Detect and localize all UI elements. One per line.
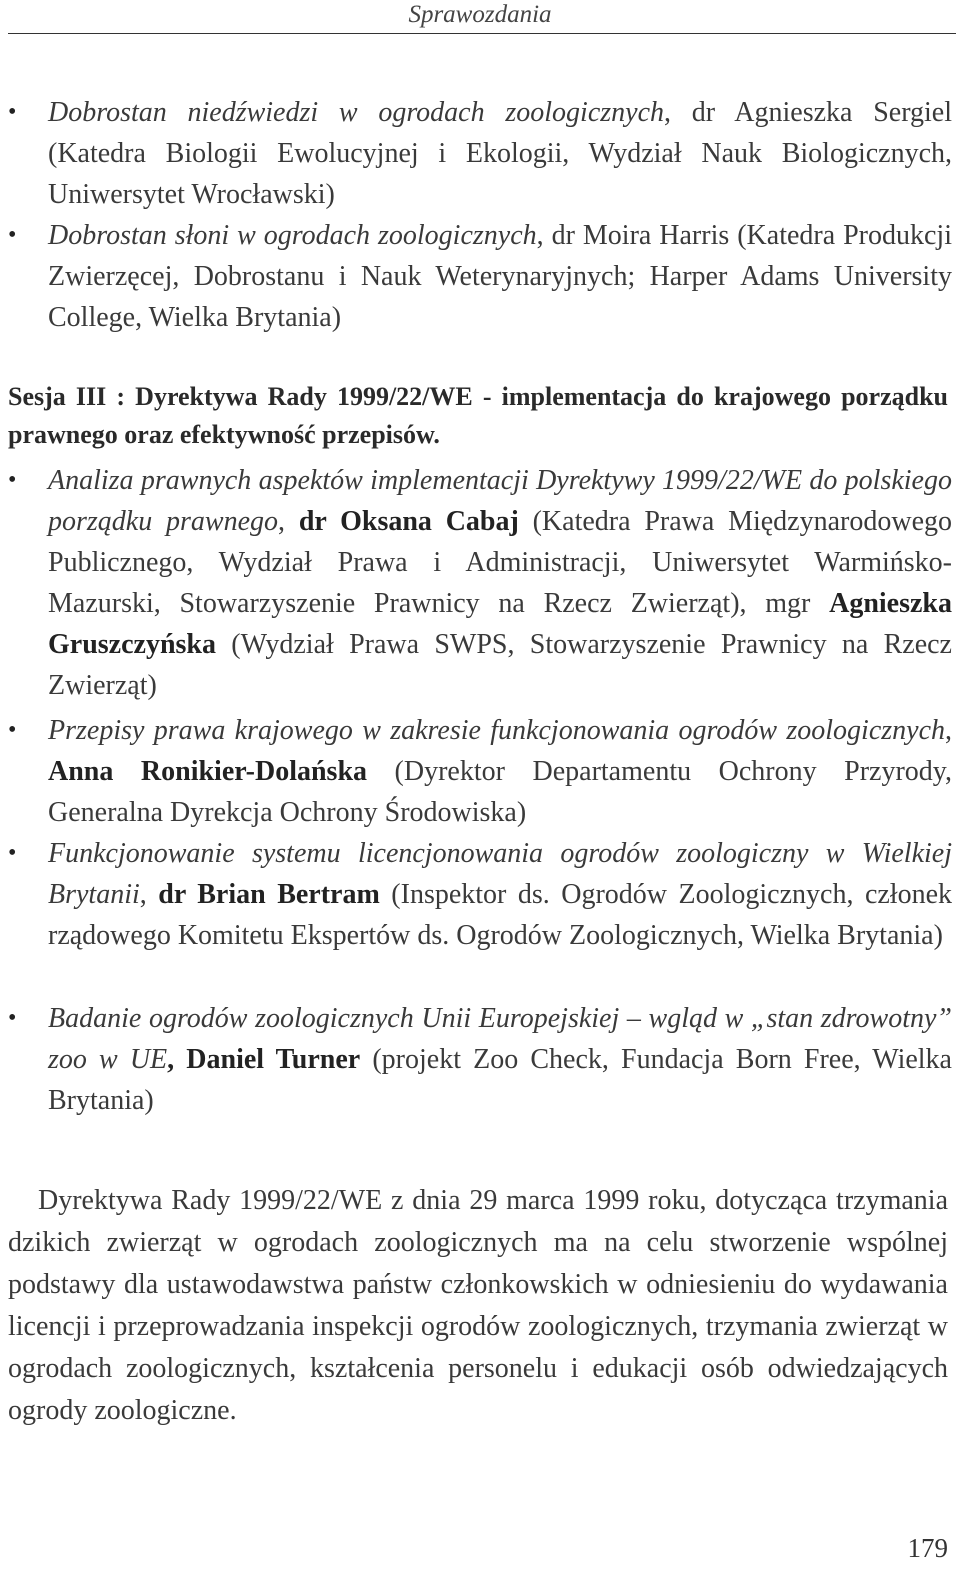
header-rule — [8, 33, 956, 34]
separator: , — [139, 879, 159, 910]
talk-details: (Dyrektor Departamentu Ochrony Przyrody, Generalna Dyrekcja Ochrony Środowiska) — [48, 756, 952, 828]
talk-title: Dobrostan słoni w ogrodach zoologicznych — [48, 220, 537, 251]
list-item — [48, 833, 952, 956]
talk-title: Funkcjonowanie systemu licencjonowania ogrodów zoologiczny w Wielkiej Brytanii — [48, 838, 952, 910]
talk-details: (Wydział Prawa SWPS, Stowarzyszenie Prawnicy na Rzecz Zwierząt) — [48, 629, 952, 701]
page-number: 179 — [907, 1533, 948, 1563]
talk-title: Przepisy prawa krajowego w zakresie funkcjonowania ogrodów zoologicznych — [48, 715, 945, 746]
talk-details: (Katedra Prawa Międzynarodowego Publicznego, Wydział Prawa i Administracji, Uniwersytet Warmińsko-Mazurski, Stowarzyszenie Prawnicy na Rzecz Zwierząt), mgr — [48, 506, 953, 619]
speaker-title: dr — [298, 506, 341, 537]
speaker-name: Agnieszka Gruszczyńska — [48, 588, 952, 660]
list-item — [48, 710, 952, 833]
list-item — [48, 460, 952, 706]
talk-details: (projekt Zoo Check, Fundacja Born Free, Wielka Brytania) — [48, 1044, 952, 1116]
talk-details: , dr Agnieszka Sergiel (Katedra Biologii Ewolucyjnej i Ekologii, Wydział Nauk Biologicznych, Uniwersytet Wrocławski) — [48, 97, 953, 210]
body-paragraph: Dyrektywa Rady 1999/22/WE z dnia 29 marca 1999 roku, dotycząca trzymania dzikich zwierząt w ogrodach zoologicznych ma na celu stworzenie wspólnej podstawy dla ustawodawstwa państw członkowskich w odniesieniu do wydawania licencji i przeprowadzania inspekcji ogrodów zoologicznych, trzymania zwierząt w ogrodach zoologicznych, kształcenia personelu i edukacji osób odwiedzających ogrody zoologiczne. — [8, 1185, 948, 1426]
running-head: Sprawozdania — [408, 1, 552, 28]
speaker-name: Oksana Cabaj — [340, 506, 519, 537]
speaker-name: Anna Ronikier-Dolańska — [48, 756, 368, 787]
list-item — [48, 998, 952, 1121]
speaker-name: , Daniel Turner — [167, 1044, 361, 1075]
talk-details: , dr Moira Harris (Katedra Produkcji Zwierzęcej, Dobrostanu i Nauk Weterynaryjnych; Harper Adams University College, Wielka Brytania) — [48, 220, 952, 333]
list-item — [48, 92, 952, 215]
talk-details: (Inspektor ds. Ogrodów Zoologicznych, członek rządowego Komitetu Ekspertów ds. Ogrodów Zoologicznych, Wielka Brytania) — [48, 879, 953, 951]
speaker-name: dr Brian Bertram — [158, 879, 380, 910]
talk-title: Analiza prawnych aspektów implementacji Dyrektywy 1999/22/WE do polskiego porządku prawnego — [48, 465, 952, 537]
separator: , — [945, 715, 952, 746]
talk-title: Badanie ogrodów zoologicznych Unii Europejskiej – wgląd w „stan zdrowotny” zoo w UE — [48, 1003, 952, 1075]
separator: , — [278, 506, 299, 537]
session-heading: Sesja III : Dyrektywa Rady 1999/22/WE - implementacja do krajowego porządku prawnego oraz efektywność przepisów. — [8, 382, 948, 449]
talk-title: Dobrostan niedźwiedzi w ogrodach zoologicznych — [48, 97, 664, 128]
list-item — [48, 215, 952, 338]
